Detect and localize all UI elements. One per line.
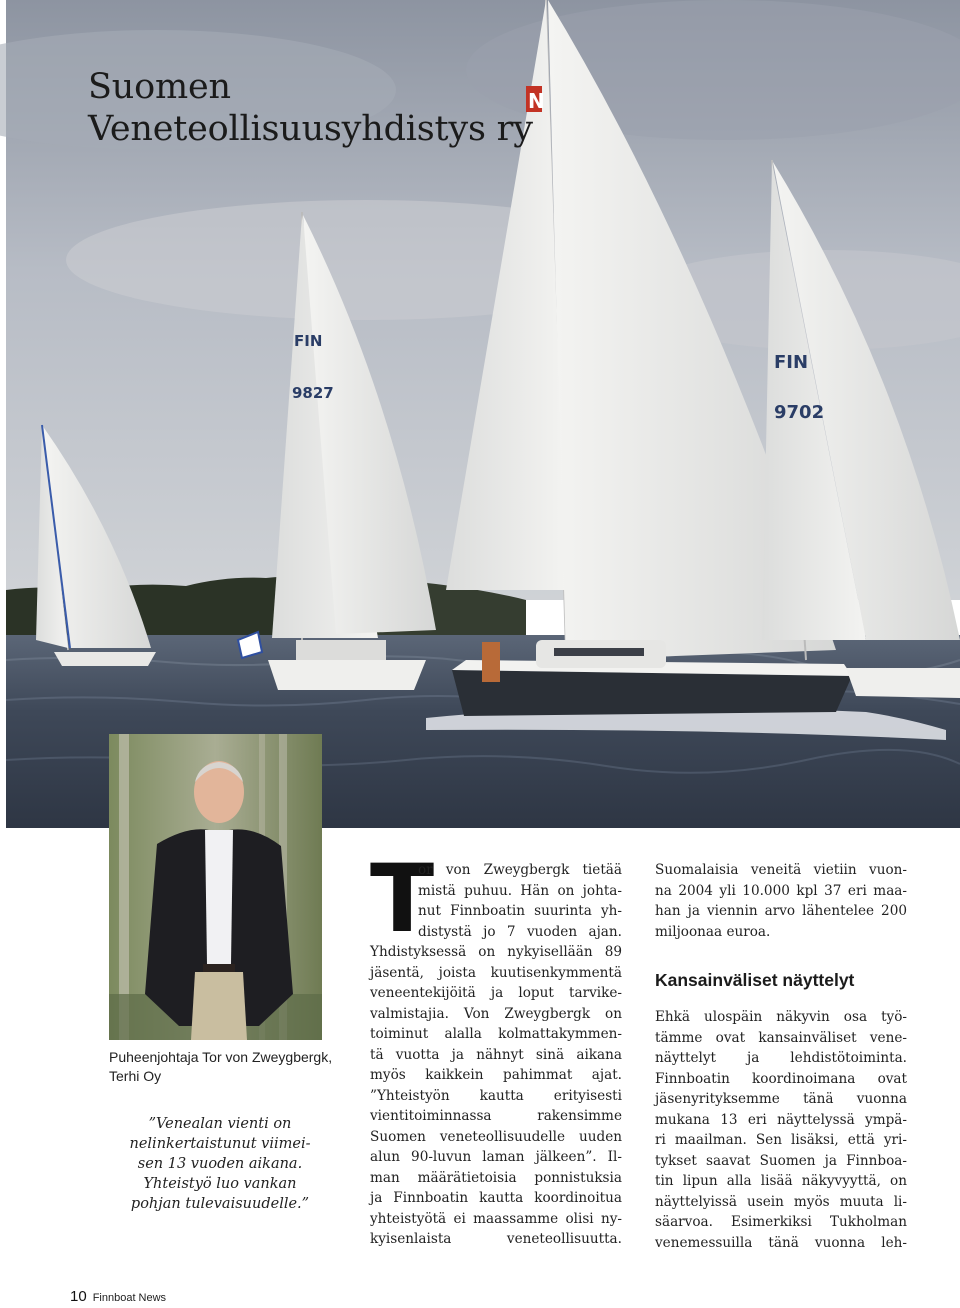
title-line-2: Veneteollisuusyhdistys ry (88, 109, 533, 149)
article-line: nut Finnboatin suurinta yh- (418, 903, 622, 919)
sail-number-9827: 9827 (292, 384, 334, 402)
article-line: Finnboatin koordinoimana ovat (655, 1070, 907, 1087)
pull-quote (100, 1114, 340, 1214)
article-line: ja Finnboatin kautta koordinoitua (370, 1190, 622, 1206)
article-line: mistä puhuu. Hän on johta- (418, 882, 622, 899)
article-line: toiminut alalla kolmattakymmen- (370, 1026, 622, 1042)
article-line: Suomalaisia veneitä vietiin vuon- (655, 862, 907, 878)
article-line: or von Zweygbergk tietää (418, 862, 622, 878)
article-line: ri maailman. Sen lisäksi, että yri- (655, 1132, 907, 1148)
sail-number-9702: 9702 (774, 402, 825, 423)
article-column-2-intro (655, 860, 907, 942)
article-line: Suomen veneteollisuudelle uuden (370, 1128, 622, 1145)
article-line: na 2004 yli 10.000 kpl 37 eri maa- (655, 882, 907, 899)
title-line-1: Suomen (88, 67, 231, 107)
article-line: kyisenlaista veneteollisuutta. (370, 1231, 622, 1247)
article-line: myös kaikkein pahimmat ajat. (370, 1067, 622, 1083)
page-number: 10 (70, 1288, 87, 1305)
article-line: tämme ovat kansainväliset vene- (655, 1029, 907, 1046)
article-line: man määrätietoisia ponnistuksia (370, 1169, 622, 1186)
article-column-2-body (655, 1007, 907, 1253)
article-line: näyttelyt ja lehdistötoiminta. (655, 1050, 907, 1066)
article-line: han ja viennin arvo lähentelee 200 (655, 903, 907, 919)
article-line: alun 90-luvun laman jälkeen”. Il- (370, 1149, 622, 1165)
portrait-photo (109, 734, 322, 1040)
article-line: tä vuotta ja nähnyt sinä aikana (370, 1046, 622, 1063)
sail-letter-n: N (528, 89, 545, 113)
article-line: Ehkä ulospäin näkyvin osa työ- (655, 1009, 907, 1025)
caption-line-2: Terhi Oy (109, 1068, 162, 1084)
article-line: tykset saavat Suomen ja Finnboa- (655, 1152, 907, 1169)
page-footer (70, 1288, 166, 1308)
article-column-1 (370, 845, 622, 1250)
article-line: säarvoa. Esimerkiksi Tukholman (655, 1214, 907, 1230)
photo-caption (109, 1048, 339, 1086)
section-heading: Kansainväliset näyttelyt (655, 970, 855, 990)
article-line: jäsentä, joista kuutisenkymmentä (370, 964, 622, 981)
page-title (88, 66, 533, 150)
drop-cap: T (370, 845, 435, 954)
quote-line: sen 13 vuoden aikana. (137, 1156, 303, 1172)
article-line: miljoonaa euroa. (655, 923, 771, 940)
chairman-portrait-image (109, 734, 322, 1040)
article-line: näyttelyissä usein myös muuta li- (655, 1193, 907, 1210)
publication-name: Finnboat News (92, 1292, 167, 1304)
article-line: mukana 13 eri näyttelyssä ympä- (655, 1111, 907, 1128)
article-line: vientitoiminnassa rakensimme (370, 1108, 622, 1124)
article-line: yhteistyötä ei maassamme olisi ny- (370, 1210, 622, 1227)
quote-line: pohjan tulevaisuudelle.” (130, 1196, 310, 1212)
quote-line: Yhteistyö luo vankan (143, 1176, 297, 1192)
article-line: valmistajia. Von Zweygbergk on (370, 1005, 622, 1022)
article-line: ”Yhteistyön kautta erityisesti (370, 1087, 622, 1104)
sail-number-fin-1: FIN (294, 332, 323, 350)
quote-line: ”Venealan vienti on (148, 1116, 292, 1132)
quote-line: nelinkertaistunut viimei- (129, 1136, 311, 1152)
article-line: veneentekijöitä ja loput tarvike- (370, 985, 622, 1001)
article-line: tin lipun alla lisää näkyvyyttä, on (655, 1173, 907, 1189)
article-line: venemessuilla tänä vuonna leh- (655, 1234, 907, 1251)
sail-number-fin-2: FIN (774, 352, 809, 373)
article-line: jäsenyrityksemme tänä vuonna (655, 1091, 907, 1107)
article-line: distystä jo 7 vuoden ajan. (418, 923, 622, 940)
article-line: Yhdistyksessä on nykyisellään 89 (370, 944, 622, 960)
caption-line-1: Puheenjohtaja Tor von Zweygbergk, (109, 1049, 333, 1065)
